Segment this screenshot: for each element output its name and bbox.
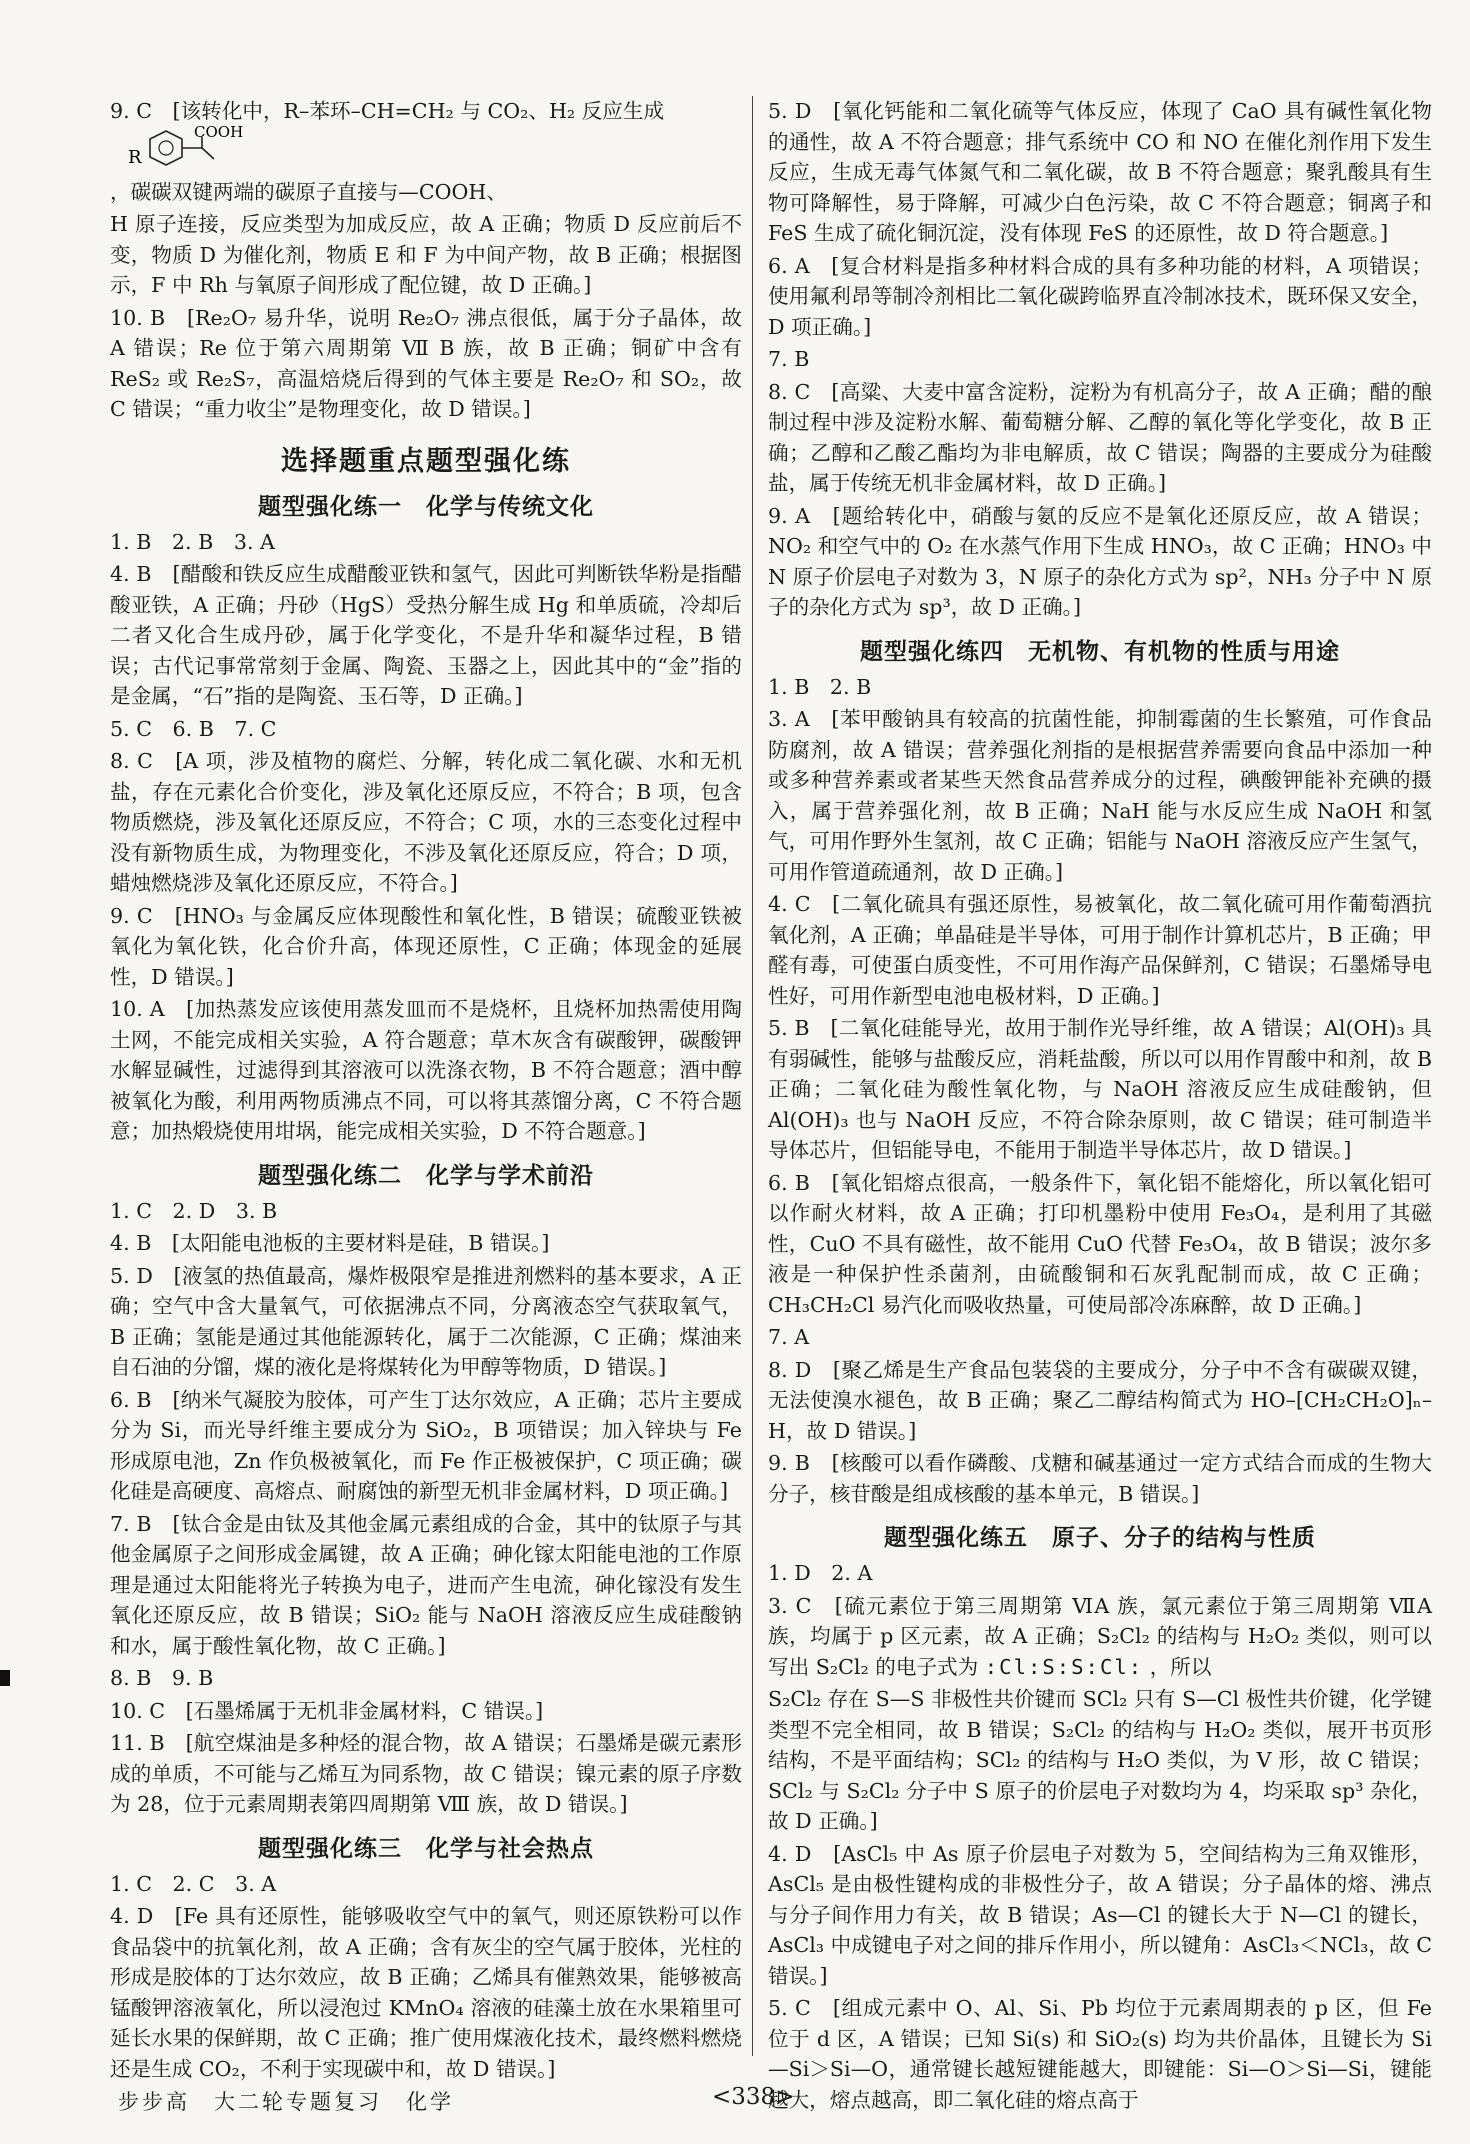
answer-10: 10. C [石墨烯属于无机非金属材料，C 错误。]: [110, 1698, 544, 1723]
margin-mark: [0, 1670, 10, 1686]
answer-7: 7. B [钛合金是由钛及其他金属元素组成的合金，其中的钛原子与其他金属原子之间形成金属键，故 A 正确；砷化镓太阳能电池的工作原理是通过太阳能将光子转换为电子，进而产生电流，砷化镓没有发生氧化还原反应，故 B 错误；SiO₂ 能与 NaOH 溶液反应生成硅酸钠和水，属于酸性氧化物，故 C 正确。]: [110, 1511, 742, 1658]
cooh-label: COOH: [194, 122, 244, 141]
answer-9-cont: ，碳碳双键两端的碳原子直接与—COOH、: [110, 179, 507, 204]
subsection-title-5: 题型强化练五 原子、分子的结构与性质: [884, 1525, 1316, 1551]
answer-7: 7. B: [768, 347, 810, 371]
answer-5: 5. B [二氧化硅能导光，故用于制作光导纤维，故 A 错误；Al(OH)₃ 具有弱碱性，能够与盐酸反应，消耗盐酸，所以可以用作胃酸中和剂，故 B 正确；二氧化硅为酸性氧化物，与 NaOH 溶液反应生成硅酸钠，但 Al(OH)₃ 也与 NaOH 反应，不符合除杂原则，故 C 错误；硅可制造半导体芯片，但铝能导电，不能用于制造半导体芯片，故 D 错误。]: [768, 1016, 1432, 1162]
answers-1-2: 1. D 2. A: [768, 1561, 873, 1585]
answers-1-3: 1. B 2. B 3. A: [110, 529, 275, 554]
answer-8: 8. C [高粱、大麦中富含淀粉，淀粉为有机高分子，故 A 正确；醋的酿制过程中涉及淀粉水解、葡萄糖分解、乙醇的氧化等化学变化，故 B 正确；乙醇和乙酸乙酯均为非电解质，故 C 错误；陶器的主要成分为硅酸盐，属于传统无机非金属材料，故 D 正确。]: [768, 379, 1432, 495]
section-title: 选择题重点题型强化练: [281, 445, 571, 477]
subsection-title-3: 题型强化练三 化学与社会热点: [258, 1835, 594, 1862]
answer-10: 10. A [加热蒸发应该使用蒸发皿而不是烧杯，且烧杯加热需使用陶土网，不能完成相关实验，A 符合题意；草木灰含有碳酸钾，碳酸钾水解显碱性，过滤得到其溶液可以洗涤衣物，B 不符合题意；酒中醇被氧化为酸，利用两物质沸点不同，可以将其蒸馏分离，C 不符合题意；加热煅烧使用坩埚，能完成相关实验，D 不符合题意。]: [110, 997, 742, 1143]
page-footer: [112, 2080, 1432, 2120]
answer-3-text: 3. C [硫元素位于第三周期第 ⅥA 族，氯元素位于第三周期第 ⅦA 族，均属于 p 区元素，故 A 正确；S₂Cl₂ 的结构与 H₂O₂ 类似，则可以写出 S₂Cl₂ 的电子式为: [768, 1593, 1432, 1679]
answer-11: 11. B [航空煤油是多种烃的混合物，故 A 错误；石墨烯是碳元素形成的单质，不可能与乙烯互为同系物，故 C 错误；镍元素的原子序数为 28，位于元素周期表第四周期第 Ⅷ 族，故 D 错误。]: [110, 1731, 742, 1816]
answer-3-end: ，所以: [1149, 1654, 1212, 1679]
answers-8-9: 8. B 9. B: [110, 1666, 214, 1690]
answer-3: 3. A [苯甲酸钠具有较高的抗菌性能，抑制霉菌的生长繁殖，可作食品防腐剂，故 A 错误；营养强化剂指的是根据营养需要向食品中添加一种或多种营养素或者某些天然食品营养成分的过程，碘酸钾能补充碘的摄入，属于营养强化剂，故 B 正确；NaH 能与水反应生成 NaOH 和氢气，可用作野外生氢剂，故 C 正确；铝能与 NaOH 溶液反应产生氢气，可用作管道疏通剂，故 D 正确。]: [768, 707, 1432, 884]
answer-8: 8. D [聚乙烯是生产食品包装袋的主要成分，分子中不含有碳碳双键，无法使溴水褪色，故 B 正确；聚乙二醇结构简式为 HO–[CH₂CH₂O]ₙ–H，故 D 错误。]: [768, 1357, 1432, 1443]
answers-1-3: 1. C 2. C 3. A: [110, 1871, 277, 1896]
answer-8: 8. C [A 项，涉及植物的腐烂、分解，转化成二氧化碳、水和无机盐，存在元素化合价变化，涉及氧化还原反应，不符合；B 项，包含物质燃烧，涉及氧化还原反应，不符合；C 项，水的三态变化过程中没有新物质生成，为物理变化，不涉及氧化还原反应，符合；D 项，蜡烛燃烧涉及氧化还原反应，不符合。]: [110, 749, 742, 895]
page-number: <338>: [712, 2084, 795, 2110]
subsection-title-2: 题型强化练二 化学与学术前沿: [258, 1162, 594, 1189]
answer-4: 4. B [醋酸和铁反应生成醋酸亚铁和氢气，因此可判断铁华粉是指醋酸亚铁，A 正确；丹砂（HgS）受热分解生成 Hg 和单质硫，冷却后二者又化合生成丹砂，属于化学变化，不是升华和凝华过程，B 错误；古代记事常常刻于金属、陶瓷、玉器之上，因此其中的“金”指的是金属，“石”指的是陶瓷、玉石等，D 正确。]: [110, 562, 742, 708]
subsection-title-1: 题型强化练一 化学与传统文化: [258, 493, 594, 520]
answer-6: 6. A [复合材料是指多种材料合成的具有多种功能的材料，A 项错误；使用氟利昂等制冷剂相比二氧化碳跨临界直冷制冰技术，既环保又安全，D 项正确。]: [768, 253, 1432, 339]
answer-5: 5. D [液氢的热值最高，爆炸极限窄是推进剂燃料的基本要求，A 正确；空气中含大量氧气，可依据沸点不同，分离液态空气获取氧气，B 正确；氢能是通过其他能源转化，属于二次能源，C 正确；煤油来自石油的分馏，煤的液化是将煤转化为甲醇等物质，D 错误。]: [110, 1263, 742, 1379]
answer-4: 4. C [二氧化硫具有强还原性，易被氧化，故二氧化硫可用作葡萄酒抗氧化剂，A 正确；单晶硅是半导体，可用于制作计算机芯片，B 正确；甲醛有毒，可使蛋白质变性，不可用作海产品保鲜剂，C 错误；石墨烯导电性好，可用作新型电池电极材料，D 正确。]: [768, 892, 1432, 1008]
answer-9: 9. C [HNO₃ 与金属反应体现酸性和氧化性，B 错误；硫酸亚铁被氧化为氧化铁，化合价升高，体现还原性，C 正确；体现金的延展性，D 错误。]: [110, 903, 742, 989]
right-column: [768, 96, 1432, 2112]
electron-formula: :Cl:S:S:Cl:: [984, 1654, 1144, 1679]
answers-1-2: 1. B 2. B: [768, 674, 872, 699]
answer-6: 6. B [纳米气凝胶为胶体，可产生丁达尔效应，A 正确；芯片主要成分为 Si，而光导纤维主要成分为 SiO₂，B 项错误；加入锌块与 Fe 形成原电池，Zn 作负极被氧化，而 Fe 作正极被保护，C 项正确；碳化硅是高硬度、高熔点、耐腐蚀的新型无机非金属材料，D 项正确。]: [110, 1387, 742, 1503]
answer-10: 10. B [Re₂O₇ 易升华，说明 Re₂O₇ 沸点很低，属于分子晶体，故 A 错误；Re 位于第六周期第 Ⅶ B 族，故 B 正确；铜矿中含有 ReS₂ 或 Re₂S₇，高温焙烧后得到的气体主要是 Re₂O₇ 和 SO₂，故 C 错误；“重力收尘”是物理变化，故 D 错误。]: [110, 305, 742, 421]
column-divider: [752, 96, 753, 2056]
answer-9: 9. A [题给转化中，硝酸与氨的反应不是氧化还原反应，故 A 错误；NO₂ 和空气中的 O₂ 在水蒸气作用下生成 HNO₃，故 C 正确；HNO₃ 中 N 原子价层电子对数为 3，N 原子的杂化方式为 sp²，NH₃ 分子中 N 原子的杂化方式为 sp³，故 D 正确。]: [768, 503, 1432, 619]
answers-5-7: 5. C 6. B 7. C: [110, 716, 277, 741]
svg-text:R: R: [128, 146, 142, 168]
answer-9: 9. C [该转化中，R–苯环–CH=CH₂ 与 CO₂、H₂ 反应生成: [110, 99, 665, 123]
answer-3: [768, 1591, 1432, 1683]
answer-6: 6. B [氧化铝熔点很高，一般条件下，氧化铝不能熔化，所以氧化铝可以作耐火材料，故 A 正确；打印机墨粉中使用 Fe₃O₄，是利用了其磁性，CuO 不具有磁性，故不能用 CuO 代替 Fe₃O₄，故 B 错误；波尔多液是一种保护性杀菌剂，由硫酸铜和石灰乳配制而成，故 C 正确；CH₃CH₂Cl 易汽化而吸收热量，可使局部冷冻麻醉，故 D 正确。]: [768, 1170, 1432, 1317]
answer-5: 5. C [组成元素中 O、Al、Si、Pb 均位于元素周期表的 p 区，但 Fe 位于 d 区，A 错误；已知 Si(s) 和 SiO₂(s) 均为共价晶体，且键长为 Si—Si＞Si—O，通常键长越短键能越大，即键能：Si—O＞Si—Si，键能越大，熔点越高，即二氧化硅的熔点高于: [768, 1996, 1432, 2112]
answer-3-cont: S₂Cl₂ 存在 S—S 非极性共价键而 SCl₂ 只有 S—Cl 极性共价键，化学键类型不完全相同，故 B 错误；S₂Cl₂ 的结构与 H₂O₂ 类似，展开书页形结构，不是平面结构；SCl₂ 的结构与 H₂O 类似，为 V 形，故 C 错误；SCl₂ 与 S₂Cl₂ 分子中 S 原子的价层电子对数均为 4，均采取 sp³ 杂化，故 D 正确。]: [768, 1687, 1432, 1833]
answer-9-cont2: H 原子连接，反应类型为加成反应，故 A 正确；物质 D 反应前后不变，物质 D 为催化剂，物质 E 和 F 为中间产物，故 B 正确；根据图示，F 中 Rh 与氧原子间形成了配位键，故 D 正确。]: [110, 212, 742, 297]
book-title: 步步高 大二轮专题复习 化学: [118, 2090, 454, 2114]
subsection-title-4: 题型强化练四 无机物、有机物的性质与用途: [860, 638, 1340, 665]
answers-1-3: 1. C 2. D 3. B: [110, 1198, 278, 1223]
answer-4: 4. D [Fe 具有还原性，能够吸收空气中的氧气，则还原铁粉可以作食品袋中的抗氧化剂，故 A 正确；含有灰尘的空气属于胶体，光柱的形成是胶体的丁达尔效应，故 B 正确；乙烯具有催熟效果，能够被高锰酸钾溶液氧化，所以浸泡过 KMnO₄ 溶液的硅藻土放在水果箱里可延长水果的保鲜期，故 C 正确；推广使用煤液化技术，最终燃料燃烧还是生成 CO₂，不利于实现碳中和，故 D 错误。]: [110, 1904, 742, 2081]
answer-9: 9. B [核酸可以看作磷酸、戊糖和碱基通过一定方式结合而成的生物大分子，核苷酸是组成核酸的基本单元，B 错误。]: [768, 1451, 1432, 1506]
answer-5: 5. D [氧化钙能和二氧化硫等气体反应，体现了 CaO 具有碱性氧化物的通性，故 A 不符合题意；排气系统中 CO 和 NO 在催化剂作用下发生反应，生成无毒气体氮气和二氧化碳，故 B 不符合题意；聚乳酸具有生物可降解性，易于降解，可减少白色污染，故 C 不符合题意；铜离子和 FeS 生成了硫化铜沉淀，没有体现 FeS 的还原性，故 D 符合题意。]: [768, 99, 1432, 245]
answer-7: 7. A: [768, 1325, 810, 1349]
left-column: [110, 96, 742, 2081]
answer-4: 4. D [AsCl₅ 中 As 原子价层电子对数为 5，空间结构为三角双锥形，AsCl₅ 是由极性键构成的非极性分子，故 A 错误；分子晶体的熔、沸点与分子间作用力有关，故 B 错误；As—Cl 的键长大于 N—Cl 的键长，AsCl₃ 中成键电子对之间的排斥作用小，所以键角：AsCl₃＜NCl₃，故 C 错误。]: [768, 1841, 1432, 1988]
structure-diagram: [110, 122, 742, 177]
answer-4: 4. B [太阳能电池板的主要材料是硅，B 错误。]: [110, 1231, 550, 1255]
